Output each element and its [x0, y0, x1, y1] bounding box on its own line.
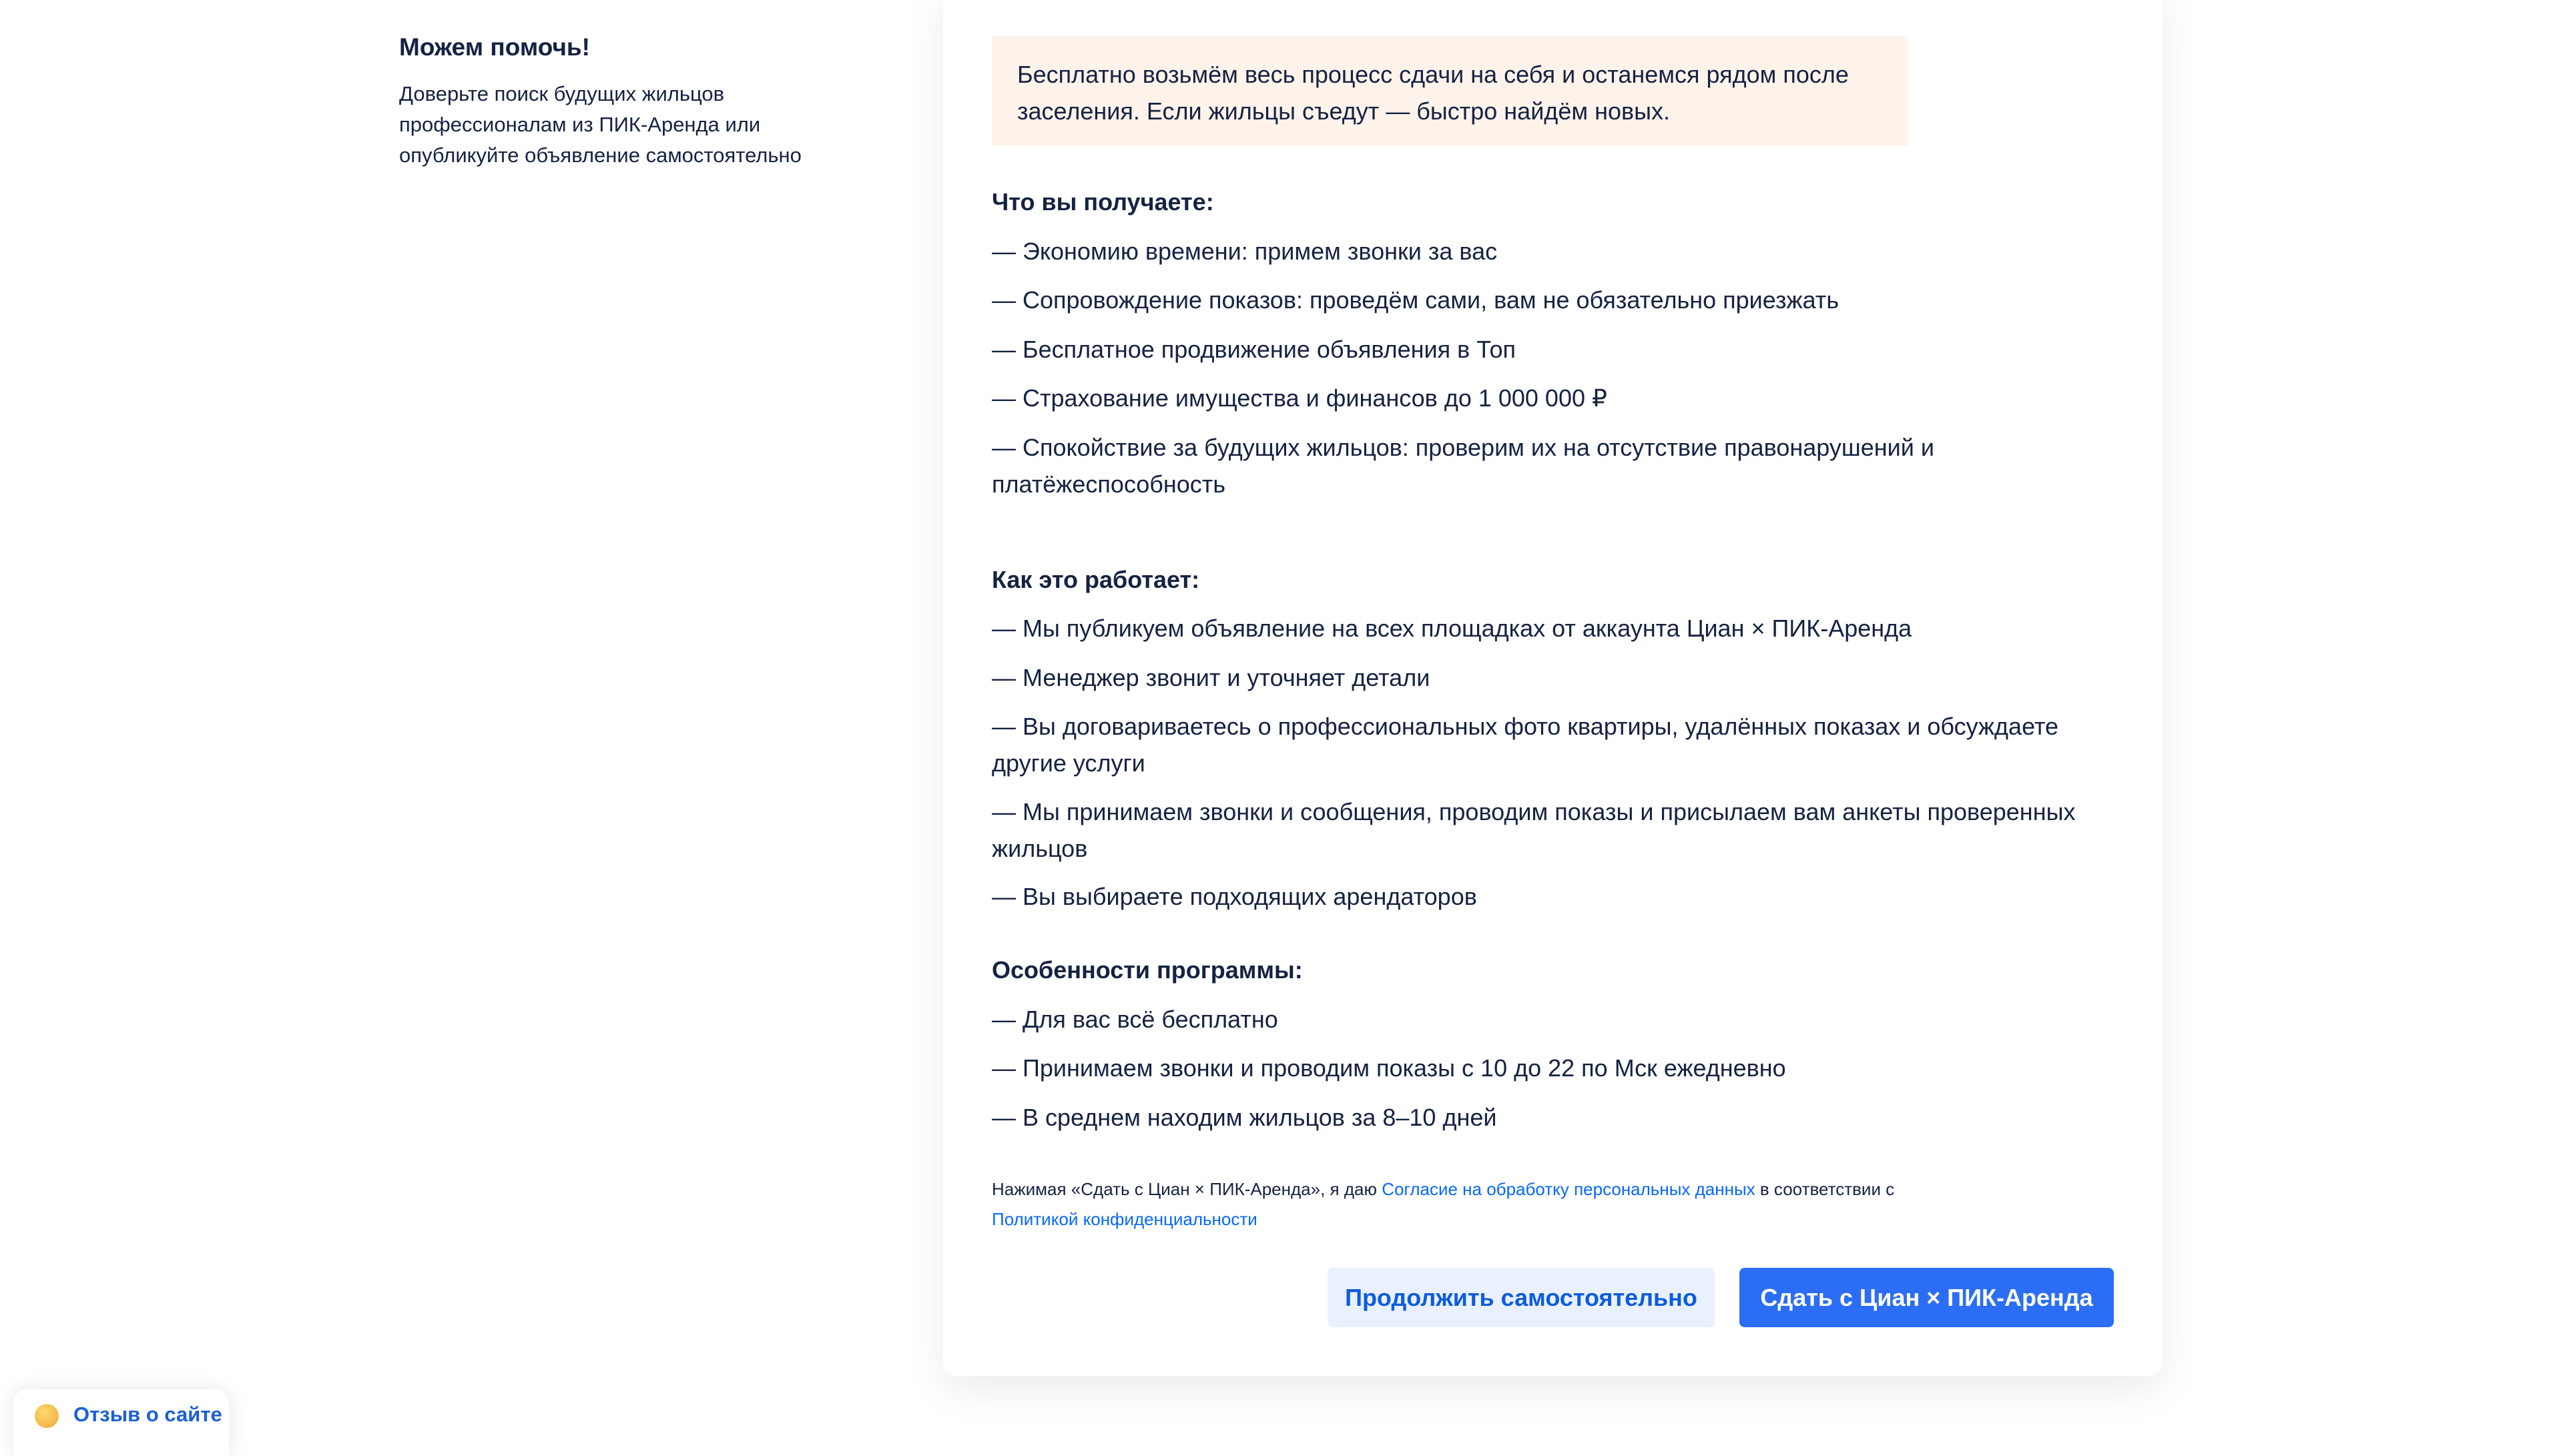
info-callout: Бесплатно возьмём весь процесс сдачи на себя и останемся рядом после заселения. Если жильцы съедут — быстро найдём новых. [992, 36, 1908, 145]
sidebar-title: Можем помочь! [399, 33, 590, 61]
list-item: — Экономию времени: примем звонки за вас [992, 238, 1498, 265]
monocle-face-icon [35, 1404, 59, 1428]
consent-link[interactable]: Согласие на обработку персональных данных [1382, 1179, 1755, 1199]
list-item: — Сопровождение показов: проведём сами, вам не обязательно приезжать [992, 286, 1839, 314]
privacy-policy-link[interactable]: Политикой конфиденциальности [992, 1209, 1257, 1229]
list-item: — В среднем находим жильцов за 8–10 дней [992, 1104, 1497, 1131]
legal-prefix: Нажимая «Сдать с Циан × ПИК-Аренда», я даю [992, 1179, 1382, 1199]
list-item: — Вы договариваетесь о профессиональных фото квартиры, удалённых показах и обсуждаете другие услуги [992, 713, 2059, 777]
list-item: — Страхование имущества и финансов до 1 000 000 ₽ [992, 384, 1607, 412]
list-item: — Для вас всё бесплатно [992, 1006, 1278, 1033]
list-item: — Менеджер звонит и уточняет детали [992, 664, 1430, 691]
feedback-label: Отзыв о сайте [73, 1403, 222, 1426]
list-item: — Бесплатное продвижение объявления в Топ [992, 336, 1516, 363]
list-item: — Вы выбираете подходящих арендаторов [992, 883, 1477, 910]
list-item: — Мы принимаем звонки и сообщения, проводим показы и присылаем вам анкеты проверенных жильцов [992, 798, 2076, 862]
sidebar-text: Доверьте поиск будущих жильцов профессионалам из ПИК-Аренда или опубликуйте объявление самостоятельно [399, 82, 802, 167]
submit-with-pik-button[interactable]: Сдать с Циан × ПИК-Аренда [1739, 1268, 2114, 1327]
section-title-features: Особенности программы: [992, 956, 1303, 984]
feedback-widget[interactable] [13, 1389, 229, 1456]
legal-notice [992, 1174, 1973, 1234]
continue-yourself-button[interactable]: Продолжить самостоятельно [1328, 1268, 1715, 1327]
list-item: — Мы публикуем объявление на всех площадках от аккаунта Циан × ПИК-Аренда [992, 615, 1912, 642]
list-item: — Спокойствие за будущих жильцов: проверим их на отсутствие правонарушений и платёжеспособность [992, 434, 1934, 498]
list-item: — Принимаем звонки и проводим показы с 10 до 22 по Мск ежедневно [992, 1054, 1786, 1082]
section-title-how: Как это работает: [992, 566, 1200, 593]
legal-middle: в соответствии с [1755, 1179, 1895, 1199]
section-title-benefits: Что вы получаете: [992, 188, 1214, 216]
